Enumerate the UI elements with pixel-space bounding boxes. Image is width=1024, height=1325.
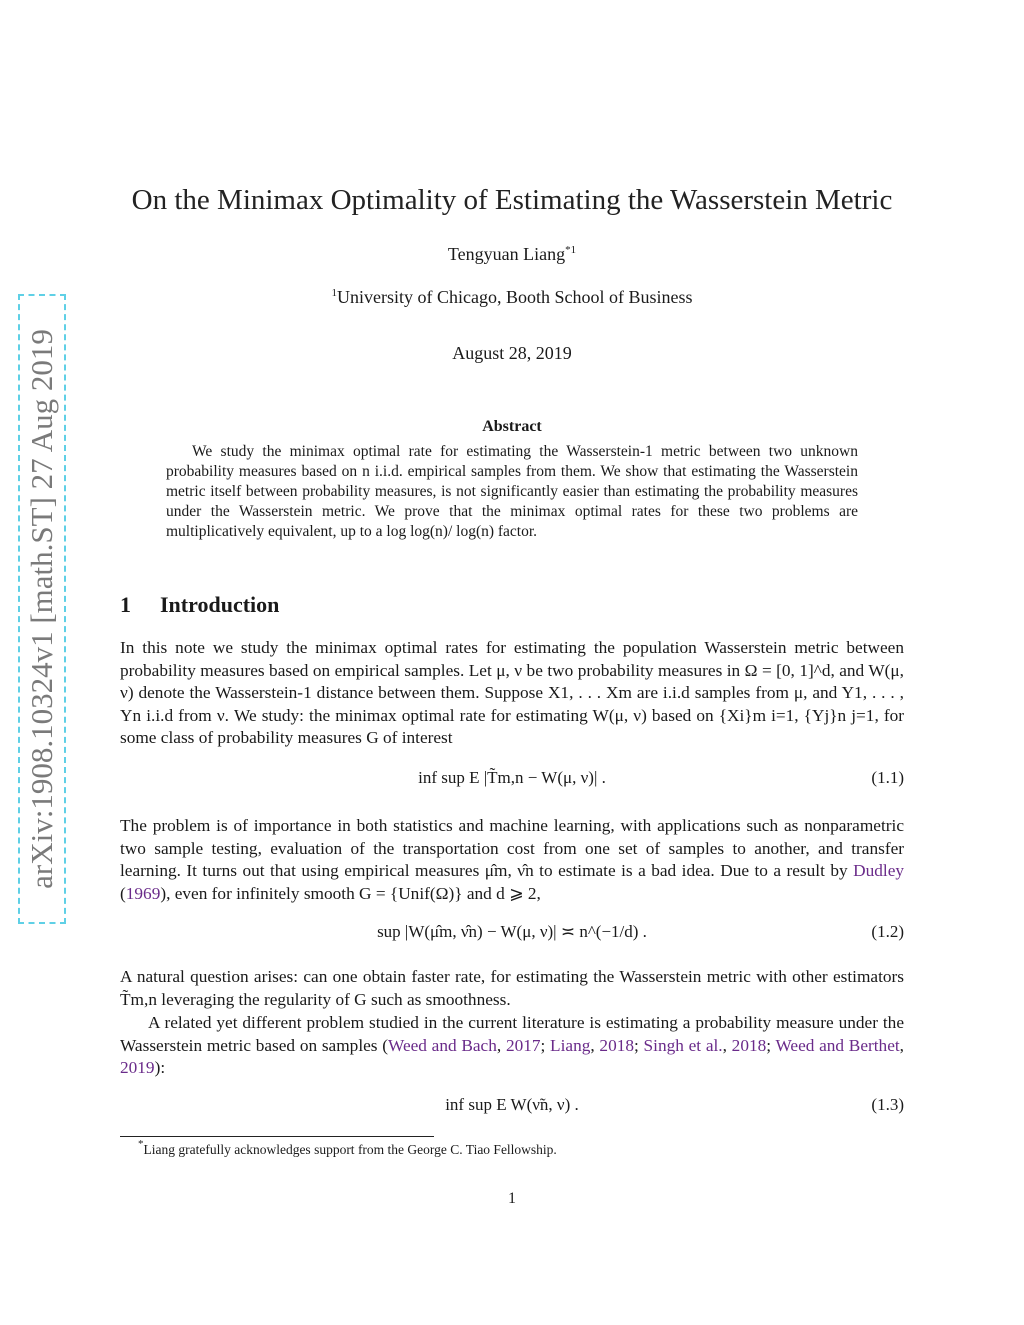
footnote-text: Liang gratefully acknowledges support from the George C. Tiao Fellowship. — [143, 1142, 557, 1157]
author-line — [0, 244, 1024, 265]
affiliation: University of Chicago, Booth School of Business — [337, 287, 693, 307]
arxiv-identifier: arXiv:1908.10324v1 [math.ST] 27 Aug 2019 — [24, 329, 59, 889]
paragraph-text: In this note we study the minimax optimal rates for estimating the population Wasserstein metric between probability measures based on empirical samples. Let μ, ν be two probability measures in Ω = [0, 1]^d, and W(μ, ν) denote the Wasserstein-1 distance between them. Suppose X1, . . . Xm are i.i.d samples from μ, and Y1, . . . , Yn i.i.d from ν. We study: the minimax optimal rate for estimating W(μ, ν) based on {Xi}m i=1, {Yj}n j=1, for some class of probability measures G of interest — [120, 638, 904, 748]
section-heading — [120, 592, 279, 618]
citation-link[interactable]: Singh et al. — [643, 1035, 723, 1055]
footnote — [138, 1138, 557, 1158]
section-title: Introduction — [160, 592, 280, 617]
equation-1-2 — [120, 920, 904, 950]
citation-year-link[interactable]: 2017 — [505, 1035, 541, 1055]
equation-expression: inf sup E W(ν̃n, ν) . — [445, 1095, 579, 1114]
citation-year-link[interactable]: 2019 — [120, 1058, 155, 1078]
citation-link[interactable]: Weed and Bach — [388, 1035, 497, 1055]
citation-year-link[interactable]: 2018 — [599, 1035, 634, 1055]
paper-date: August 28, 2019 — [452, 343, 572, 363]
intro-paragraph-2: The problem is of importance in both statistics and machine learning, with applications such as nonparametric two sample testing, evaluation of the transportation cost from one set of samples to another, and transfer learning. It turns out that using empirical measures μ̂m, ν̂n to estimate is a bad idea. Due to a result by Dudley (1969), even for infinitely smooth G = {Unif(Ω)} and d ⩾ 2, — [120, 816, 904, 903]
citation-year-link[interactable]: 1969 — [125, 883, 161, 903]
paragraph-text: A natural question arises: can one obtain faster rate, for estimating the Wasserstein metric with other estimators T̃m,n leveraging the regularity of G such as smoothness. — [120, 967, 904, 1009]
paper-title: On the Minimax Optimality of Estimating the Wasserstein Metric — [131, 184, 893, 216]
equation-1-1 — [120, 766, 904, 796]
paragraph-text-cont: , even for infinitely smooth G = {Unif(Ω)} and d ⩾ 2, — [166, 883, 541, 903]
page-number: 1 — [508, 1190, 516, 1207]
intro-paragraph-1 — [120, 637, 904, 750]
affiliation-mark: 1 — [331, 287, 337, 299]
footnote-rule — [120, 1136, 434, 1137]
footnote-mark: * — [138, 1138, 144, 1150]
abstract-body: We study the minimax optimal rate for estimating the Wasserstein-1 metric between two unknown probability measures based on n i.i.d. empirical samples from them. We show that estimating the Wasserstein metric itself between probability measures, is not significantly easier than estimating the probability measures under the Wasserstein metric. We prove that the minimax optimal rates for these two problems are multiplicatively equivalent, up to a log log(n)/ log(n) factor. — [166, 443, 858, 540]
equation-expression: inf sup E |T̃m,n − W(μ, ν)| . — [418, 768, 606, 787]
paragraph-text-cont: ): — [154, 1058, 166, 1078]
equation-1-3 — [120, 1093, 904, 1123]
author-name: Tengyuan Liang — [447, 244, 566, 264]
author-marks: *1 — [565, 244, 577, 256]
equation-label: (1.2) — [871, 922, 904, 941]
section-number: 1 — [120, 592, 131, 617]
equation-expression: sup |W(μ̂m, ν̂n) − W(μ, ν)| ≍ n^(−1/d) . — [377, 922, 647, 941]
arxiv-stamp — [18, 294, 66, 924]
intro-paragraph-4: A related yet different problem studied in the current literature is estimating a probability measure under the Wasserstein metric based on samples (Weed and Bach, 2017; Liang, 2018; Singh et al., 2018; Weed and Berthet, 2019): — [120, 1013, 904, 1078]
paragraph-text: The problem is of importance in both statistics and machine learning, with applications such as nonparametric two sample testing, evaluation of the transportation cost from one set of samples to another, and transfer learning. It turns out that using empirical measures μ̂m, ν̂n to estimate is a bad idea. Due to a result by — [120, 816, 904, 881]
paragraph-text: A related yet different problem studied in the current literature is estimating a probability measure under the Wasserstein metric based on samples ( — [120, 1013, 904, 1055]
intro-paragraph-3 — [120, 966, 904, 1011]
equation-label: (1.1) — [871, 768, 904, 787]
citation-link-dudley[interactable]: Dudley — [853, 861, 904, 881]
citation-link[interactable]: Liang — [550, 1035, 591, 1055]
abstract-heading: Abstract — [482, 418, 542, 435]
citation-link[interactable]: Weed and Berthet — [775, 1035, 900, 1055]
equation-label: (1.3) — [871, 1095, 904, 1114]
affiliation-line — [0, 287, 1024, 308]
citation-year-link[interactable]: 2018 — [731, 1035, 767, 1055]
